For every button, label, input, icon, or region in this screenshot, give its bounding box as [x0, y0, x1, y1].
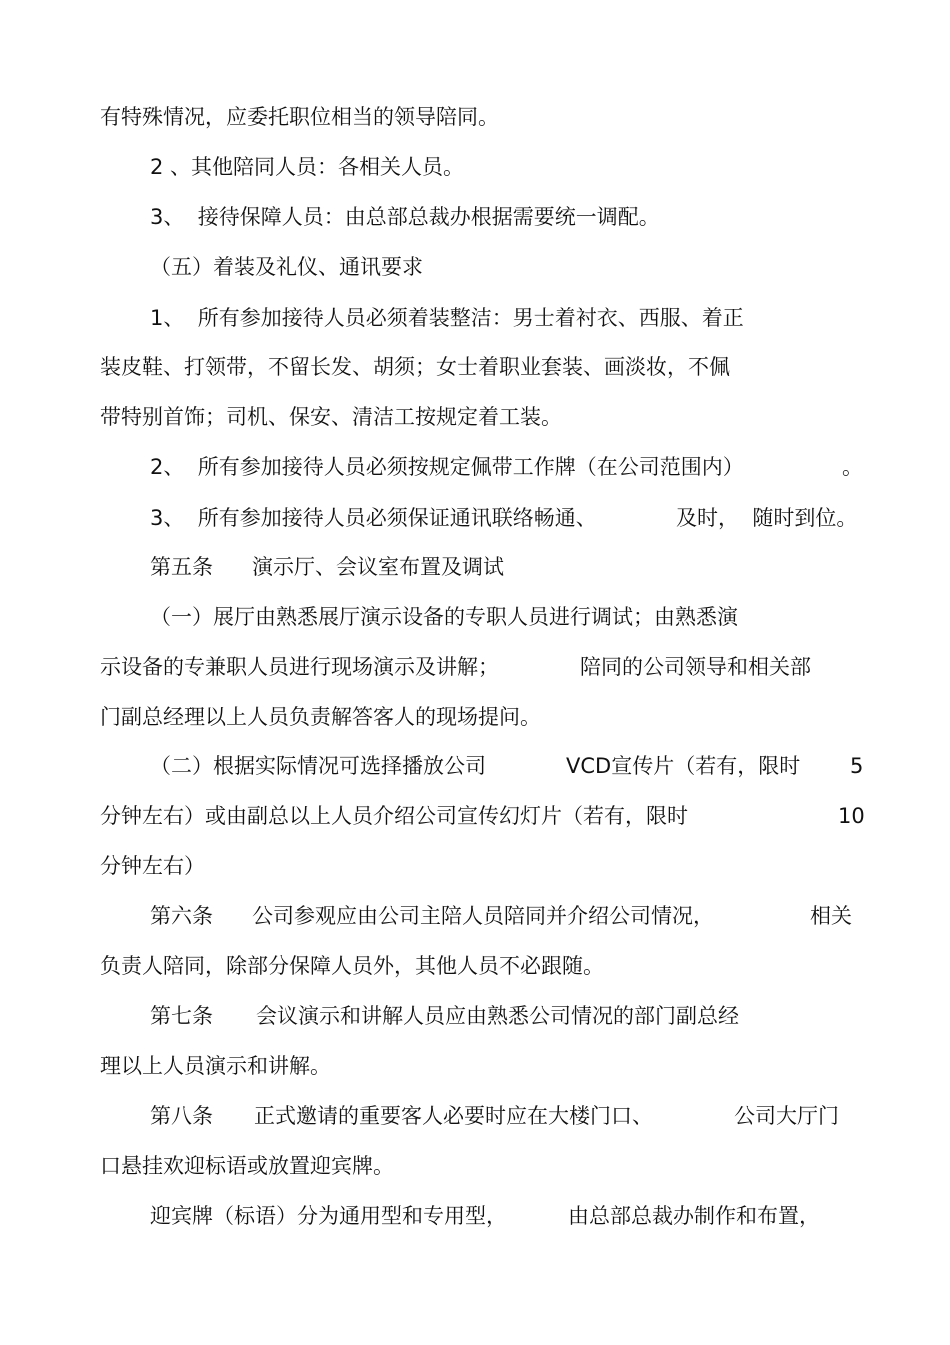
text-line: 陪同的公司领导和相关部: [580, 655, 811, 679]
text-line: 分钟左右）: [100, 854, 205, 878]
text-line: 3、 接待保障人员：由总部总裁办根据需要统一调配。: [150, 205, 660, 229]
text-line: 会议演示和讲解人员应由熟悉公司情况的部门副总经: [256, 1004, 739, 1028]
text-line: 公司大厅门: [734, 1104, 839, 1128]
text-line: 带特别首饰；司机、保安、清洁工按规定着工装。: [100, 405, 562, 429]
text-line: 5: [850, 754, 864, 778]
text-line: 及时， 随时到位。: [676, 506, 858, 530]
article-number: 第七条: [150, 1004, 213, 1028]
text-line: 公司参观应由公司主陪人员陪同并介绍公司情况，: [252, 904, 714, 928]
text-line: 装皮鞋、打领带，不留长发、胡须；女士着职业套装、画淡妆，不佩: [100, 355, 730, 379]
text-line: 。: [842, 455, 863, 479]
text-line: 3、 所有参加接待人员必须保证通讯联络畅通、: [150, 506, 597, 530]
section-heading: （五）着装及礼仪、通讯要求: [150, 255, 423, 279]
text-line: 2、 所有参加接待人员必须按规定佩带工作牌（在公司范围内）: [150, 455, 744, 479]
text-line: 有特殊情况，应委托职位相当的领导陪同。: [100, 105, 499, 129]
text-line: VCD宣传片（若有，限时: [566, 754, 801, 778]
article-number: 第八条: [150, 1104, 213, 1128]
text-line: 负责人陪同，除部分保障人员外，其他人员不必跟随。: [100, 954, 604, 978]
text-line: 2 、其他陪同人员：各相关人员。: [150, 155, 465, 179]
text-line: 1、 所有参加接待人员必须着装整洁：男士着衬衣、西服、着正: [150, 306, 744, 330]
text-line: 分钟左右）或由副总以上人员介绍公司宣传幻灯片（若有，限时: [100, 804, 688, 828]
text-line: 门副总经理以上人员负责解答客人的现场提问。: [100, 705, 541, 729]
text-line: 10: [838, 804, 865, 828]
text-line: （一）展厅由熟悉展厅演示设备的专职人员进行调试；由熟悉演: [150, 605, 738, 629]
text-line: 示设备的专兼职人员进行现场演示及讲解；: [100, 655, 499, 679]
article-title: 演示厅、会议室布置及调试: [252, 555, 504, 579]
text-line: 由总部总裁办制作和布置，: [568, 1204, 820, 1228]
text-line: 口悬挂欢迎标语或放置迎宾牌。: [100, 1154, 394, 1178]
text-line: 理以上人员演示和讲解。: [100, 1054, 331, 1078]
text-line: 相关: [810, 904, 852, 928]
article-number: 第五条: [150, 555, 213, 579]
text-line: （二）根据实际情况可选择播放公司: [150, 754, 486, 778]
text-line: 正式邀请的重要客人必要时应在大楼门口、: [254, 1104, 653, 1128]
article-number: 第六条: [150, 904, 213, 928]
text-line: 迎宾牌（标语）分为通用型和专用型，: [150, 1204, 507, 1228]
